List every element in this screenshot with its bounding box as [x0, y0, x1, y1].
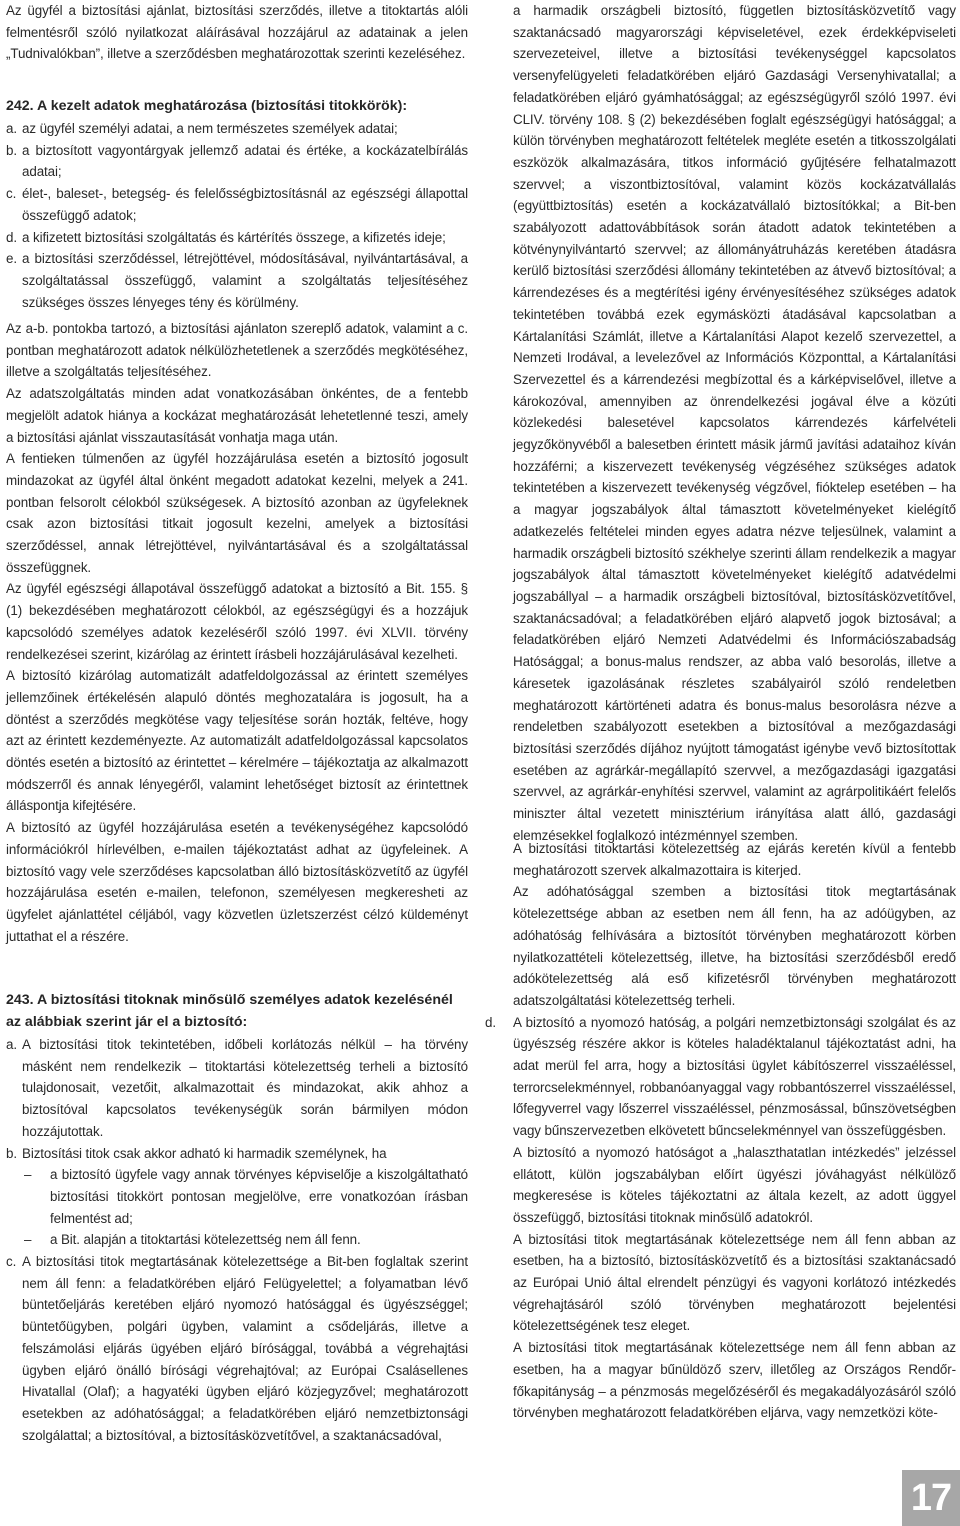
right-paragraphs — [485, 838, 956, 1424]
body-paragraph: Az ügyfél egészségi állapotával összefüggő adatokat a biztosító a Bit. 155. § (1) bekezdésében meghatározott célokból, az egészségügyi és a hozzájuk kapcsolódó személyes adatok kezeléséről szóló 1997. évi XLVII. törvény rendelkezései szerint, kizárólag az érintett írásbeli hozzájárulásával kezelheti. — [6, 581, 468, 662]
section-242-heading: 242. A kezelt adatok meghatározása (biztosítási titokkörök): — [6, 98, 408, 114]
list-item: a. A biztosítási titok tekintetében, időbeli korlátozás nélkül – ha törvény másként nem rendelkezik – titoktartási kötelezettség terheli a biztosító tulajdonosait, vezetőit, alkalmazottait és mindazokat, akik ahhoz a biztosítóval kapcsolatos tevékenységük során bármilyen módon hozzájutottak. — [6, 1037, 468, 1139]
continuation-paragraph: a harmadik országbeli biztosító, független biztosításközvetítő vagy szaktanácsadó magyarországi képviseletével, ezek érdekképviseleti szervezeteivel, illetve a biztosítási tevékenységgel kapcsolatos versenyfelügyeleti feladatkörében eljáró Gazdasági Versenyhivatallal; a feladatkörében eljáró gyámhatósággal; az egészségügyről szóló 1997. évi CLIV. törvény 108. § (2) bekezdésében foglalt egészségügyi hatósággal; a külön törvényben meghatározott feltételek megléte esetén a titkosszolgálati eszközök alkalmazására, titkos információ gyűjtésére felhatalmazott szervvel; a viszontbiztosítóval, valamint közös kockázatvállalás (együttbiztosítás) esetén a kockázatvállaló biztosítókkal; a Bit-ben szabályozott adattovábbítások során átadott adatok tekintetében a kötvénynyilvántartó szervvel; az állományátruházás keretében átadásra kerülő biztosítási szerződési állomány tekintetében az átvevő biztosítóval; a kárrendezéses és a megtérítési igény érvényesítéséhez szükséges adatok tekintetében továbbá ezek egymásközti átadásával kapcsolatban a Kártalanítási Számlát, illetve a Kártalanítási Alapot kezelő szervezettel, a Nemzeti Irodával, a levelezővel az Információs Központtal, a Kártalanítási Szervezettel és a kárrendezési megbízottal és a kárképviselővel, illetve a károkozóval, amennyiben az önrendelkezési jogával élve a közúti közlekedési balesetével kapcsolatos kárrendezés kárfelvételi jegyzőkönyvéből a balesetben érintett másik jármű javítási adataihoz kíván hozzáférni; a kiszervezett tevékenység végzéséhez szükséges adatok tekintetében a kiszervezett tevékenység végzővel, fióktelep esetében – ha a magyar jogszabályok által támasztott követelményeket kielégítő adatkezelés feltételei minden egyes adatra nézve teljesülnek, valamint a harmadik országbeli biztosító székhelye szerinti állam rendelkezik a magyar jogszabályok által támasztott követelményeket kielégítő adatvédelmi jogszabállyal – a harmadik országbeli biztosítóval, biztosításközvetítővel, szaktanácsadóval; a feladatkörében eljáró alapvető jogok biztosával; a feladatkörében eljáró Nemzeti Adatvédelmi és Információszabadság Hatósággal; a bonus-malus rendszer, az abba való besorolás, illetve a káresetek igazolásának részletes szabályairól szóló rendeletben meghatározott kártörténeti adatra és bonus-malus besorolásra nézve a rendeletben szabályozott esetekben a biztosítóval a mezőgazdasági biztosítási szerződés díjához nyújtott támogatást igénybe vevő biztosítottak esetében az agrárkár-megállapító szervvel, a mezőgazdasági igazgatási szervvel, az agrárkár-enyhítési szervvel, valamint az agrárpolitikáért felelős miniszter által vezetett minisztérium irányítása alatt álló, gazdasági elemzésekkel foglalkozó intézménnyel szemben. — [513, 3, 956, 843]
body-paragraph: A biztosítási titok megtartásának kötelezettsége nem áll fenn abban az esetben, ha a magyar bűnüldöző szerv, illetőleg az Országos Rendőr-főkapitányság – a pénzmosás megelőzéséről és megakadályozásáról szóló törvényben meghatározott feladatkörében eljárva, vagy nemzetközi köte- — [513, 1340, 956, 1421]
page-number: 17 — [902, 1470, 960, 1526]
body-paragraph: A biztosító az ügyfél hozzájárulása esetén a tevékenységéhez kapcsolódó információkról hírlevélben, e-mailen tájékoztatást adhat az ügyfeleinek. A biztosító vagy vele szerződéses kapcsolatban álló biztosításközvetítő az ügyfél hozzájárulása esetén e-mailen, telefonon, személyesen megkeresheti az ügyfelet ajánlattétel céljából, vagy közvetlen üzletszerzést célzó küldeményt juttathat el a részére. — [6, 820, 468, 944]
list-item: e. a biztosítási szerződéssel, létrejöttével, módosításával, nyilvántartásával, a szolgáltatással összefüggő, valamint a szolgáltatás teljesítéséhez szükséges összes lényeges tény és körülmény. — [6, 251, 468, 310]
section-242-list — [6, 118, 468, 313]
list-item: c. A biztosítási titok megtartásának kötelezettsége a Bit-ben foglaltak szerint nem áll fenn: a feladatkörében eljáró Felügyelettel; a folyamatban lévő büntetőeljárás keretében eljáró nyomozó hatósággal és ügyészséggel; büntetőügyben, polgári ügyben, valamint a csődeljárás, illetve a felszámolási eljárás ügyében eljáró bírósággal, továbbá a végrehajtási ügyben eljáró önálló bírósági végrehajtóval; az Európai Csalásellenes Hivatallal (Olaf); a hagyatéki ügyben eljáró közjegyzővel; meghatározott esetekben az adóhatósággal; a feladatkörében eljáró nemzetbiztonsági szolgálattal; a biztosítóval, a biztosításközvetítővel, a szaktanácsadóval, — [6, 1254, 468, 1443]
list-item: c. élet-, baleset-, betegség- és felelősségbiztosításnál az egészségi állapottal összefüggő adatok; — [6, 186, 468, 223]
dash-item: – a biztosító ügyfele vagy annak törvényes képviselője a kiszolgáltatható biztosítási titokkört pontosan megjelölve, erre vonatkozóan írásban felmentést ad; — [24, 1167, 468, 1226]
body-paragraph: Az adóhatósággal szemben a biztosítási titok megtartásának kötelezettsége abban az esetben nem áll fenn, ha az adóügyben, az adóhatóság felhívására a biztosítót törvényben meghatározott körben nyilatkozattételi kötelezettség, illetve, ha biztosítási szerződésből eredő adókötelezettség alá eső kifizetésről törvényben meghatározott adatszolgáltatási kötelezettség terheli. — [513, 884, 956, 1008]
list-item: a. az ügyfél személyi adatai, a nem természetes személyek adatai; — [6, 121, 398, 136]
list-item: d. a kifizetett biztosítási szolgáltatás és kártérítés összege, a kifizetés ideje; — [6, 229, 446, 245]
list-item: d. A biztosító a nyomozó hatóság, a polgári nemzetbiztonsági szolgálat és az ügyészség részére akkor is köteles haladéktalanul tájékoztatást adni, ha adat merül fel arra, hogy a biztosítási ügylet kábítószerrel visszaéléssel, terrorcselekménnyel, robbanóanyaggal vagy robbantószerrel visszaéléssel, lőfegyverrel vagy lőszerrel visszaéléssel, pénzmosással, bűnszövetségben vagy bűnszervezetben elkövetett bűncselekménnyel van összefüggésben. — [485, 1014, 956, 1139]
section-243-list — [6, 1034, 468, 1446]
body-paragraph: A biztosítási titok megtartásának kötelezettsége nem áll fenn abban az esetben, ha a biztosító, biztosításközvetítő és a biztosítási szaktanácsadó az Európai Unió által elrendelt pénzügyi és vagyoni korlátozó intézkedés végrehajtásáról szóló törvényben meghatározott bejelentési kötelezettségének tesz eleget. — [513, 1231, 956, 1334]
intro-paragraph: Az ügyfél a biztosítási ajánlat, biztosítási szerződés, illetve a titoktartás alóli felmentésről szóló nyilatkozat aláírásával hozzájárul az adatainak a jelen „Tudnivalókban”, illetve a szerződésben meghatározottak szerinti kezeléséhez. — [6, 3, 468, 62]
body-paragraph: Az a-b. pontokba tartozó, a biztosítási ajánlaton szereplő adatok, valamint a c. pontban meghatározott adatok nélkülözhetetlenek a szerződés megkötéséhez, illetve a szolgáltatás teljesítéséhez. — [6, 321, 468, 380]
list-item: b. a biztosított vagyontárgyak jellemző adatai és értéke, a kockázatelbírálás adatai; — [6, 142, 468, 180]
body-paragraph: A fentieken túlmenően az ügyfél hozzájárulása esetén a biztosító jogosult mindazokat az ügyfél által önként megadott adatokat kezelni, melyek a 241. pontban felsorolt célokból szükségesek. A biztosító azonban az ügyfeleknek csak azon biztosítási titkait jogosult kezelni, amelyek a biztosítási szerződéssel, annak létrejöttével, nyilvántartásával és a szolgáltatással összefüggnek. — [6, 451, 468, 575]
body-paragraphs — [6, 318, 468, 947]
section-243-heading: 243. A biztosítási titoknak minősülő személyes adatok kezelésénél az alábbiak szerint jár el a biztosító: — [6, 992, 453, 1030]
body-paragraph: A biztosító a nyomozó hatóságot a „halaszthatatlan intézkedés” jelzéssel ellátott, külön jogszabályban előírt ügyészi jóváhagyást nélkülöző megkeresése is köteles tájékoztatni az általa kezelt, az adott üggyel összefüggő, biztosítási titoknak minősülő adatokról. — [513, 1144, 956, 1225]
body-paragraph: Az adatszolgáltatás minden adat vonatkozásában önkéntes, de a fentebb megjelölt adatok hiánya a kockázat meghatározását lehetetlenné teszi, amely a biztosítási ajánlat visszautasítását vonhatja maga után. — [6, 386, 468, 445]
list-item: b. Biztosítási titok csak akkor adható ki harmadik személynek, ha — [6, 1145, 387, 1161]
body-paragraph: A biztosítási titoktartási kötelezettség az ejárás keretén kívül a fentebb meghatározott szervek alkalmazottaira is kiterjed. — [513, 841, 956, 878]
dash-item: – a Bit. alapján a titoktartási kötelezettség nem áll fenn. — [24, 1232, 361, 1248]
body-paragraph: A biztosító kizárólag automatizált adatfeldolgozással az érintett személyes jellemzőinek értékelésén alapuló döntés meghozatalára is jogosult, ha a döntést a szerződés megkötése vagy teljesítése során hozták, feltéve, hogy azt az érintett kezdeményezte. Az automatizált adatfeldolgozással kapcsolatos döntés esetén a biztosító az érintettet – kérelmére – tájékoztatja az alkalmazott módszerről és annak lényegéről, valamint lehetőséget biztosít az érintettnek álláspontja kifejtésére. — [6, 668, 468, 814]
